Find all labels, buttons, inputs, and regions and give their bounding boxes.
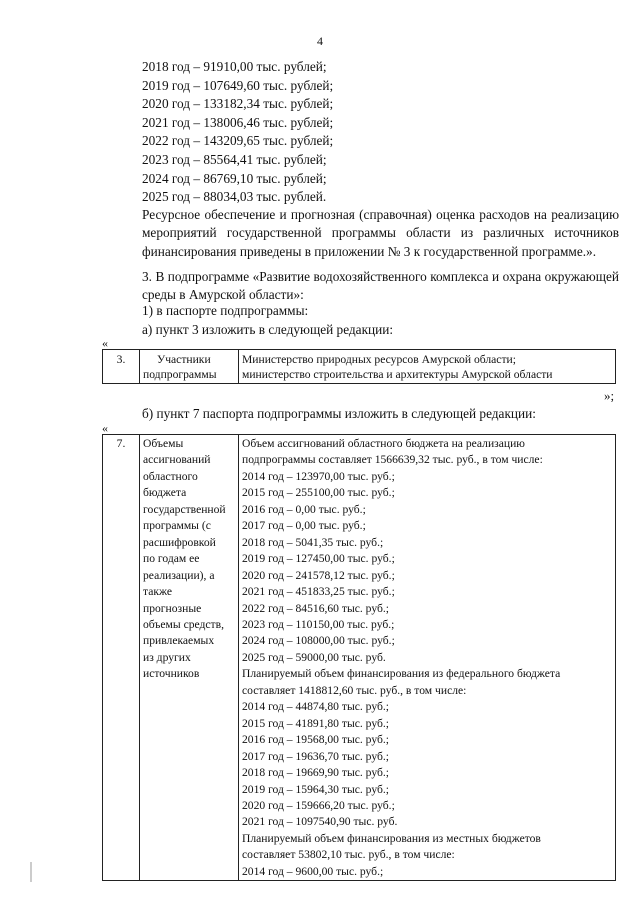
quote-open-2: « bbox=[102, 421, 108, 435]
year-line: 2020 год – 133182,34 тыс. рублей; bbox=[142, 96, 334, 112]
paragraph-resources: Ресурсное обеспечение и прогнозная (справочная) оценка расходов на реализацию мероприятий государственной программы области из различных источников финансирования приведены в приложении № 3 к государственной программе.». bbox=[142, 207, 619, 259]
year-line: 2018 год – 91910,00 тыс. рублей; bbox=[142, 59, 327, 74]
year-line: 2023 год – 85564,41 тыс. рублей; bbox=[142, 151, 327, 167]
row-content: Объем ассигнований областного бюджета на реализацию подпрограммы составляет 1566639,32 тыс. руб., в том числе: 2014 год – 123970,00 тыс. руб.; 2015 год – 255100,00 тыс. руб.; 2016 год – 0,00 тыс. руб.; 2017 год – 0,00 тыс. руб.; 2018 год – 5041,35 тыс. руб.; 2019 год – 127450,00 тыс. руб.; 2020 год – 241578,12 тыс. руб.; 2021 год – 451833,25 тыс. руб.; 2022 год – 84516,60 тыс. руб.; 2023 год – 110150,00 тыс. руб.; 2024 год – 108000,00 тыс. руб.; 2025 год – 59000,00 тыс. руб. Планируемый объем финансирования из федерального бюджета составляет 1418812,60 тыс. руб., в том числе: 2014 год – 44874,80 тыс. руб.; 2015 год – 41891,80 тыс. руб.; 2016 год – 19568,00 тыс. руб.; 2017 год – 19636,70 тыс. руб.; 2018 год – 19669,90 тыс. руб.; 2019 год – 15964,30 тыс. руб.; 2020 год – 159666,20 тыс. руб.; 2021 год – 1097540,90 тыс. руб. Планируемый объем финансирования из местных бюджетов составляет 53802,10 тыс. руб., в том числе: 2014 год – 9600,00 тыс. руб.; bbox=[239, 435, 616, 881]
row-number: 3. bbox=[103, 350, 140, 384]
table-row bbox=[103, 350, 616, 384]
scan-artifact bbox=[30, 862, 32, 882]
quote-open-1: « bbox=[102, 336, 108, 350]
table-participants bbox=[102, 349, 616, 384]
page-number: 4 bbox=[317, 34, 323, 48]
quote-close: »; bbox=[604, 388, 615, 403]
row-label: Участники подпрограммы bbox=[140, 350, 239, 384]
line-passport: 1) в паспорте подпрограммы: bbox=[142, 303, 309, 318]
year-line: 2022 год – 143209,65 тыс. рублей; bbox=[142, 133, 334, 149]
line-a: а) пункт 3 изложить в следующей редакции: bbox=[142, 322, 394, 337]
year-line: 2025 год – 88034,03 тыс. рублей. bbox=[142, 189, 327, 205]
row-label: Объемы ассигнований областного бюджета государственной программы (с расшифровкой по годам ее реализации), а также прогнозные объемы средств, привлекаемых из других источников bbox=[140, 435, 239, 881]
row-number: 7. bbox=[103, 435, 140, 881]
paragraph-item3: 3. В подпрограмме «Развитие водохозяйственного комплекса и охрана окружающей среды в Амурской области»: bbox=[142, 269, 619, 303]
year-line: 2024 год – 86769,10 тыс. рублей; bbox=[142, 170, 327, 186]
row-content: Министерство природных ресурсов Амурской области; министерство строительства и архитектуры Амурской области bbox=[239, 350, 616, 384]
year-line: 2021 год – 138006,46 тыс. рублей; bbox=[142, 114, 334, 130]
table-row bbox=[103, 435, 616, 881]
table-funding bbox=[102, 434, 616, 881]
year-funding-list bbox=[142, 58, 333, 207]
line-b: б) пункт 7 паспорта подпрограммы изложить в следующей редакции: bbox=[142, 406, 536, 421]
year-line: 2019 год – 107649,60 тыс. рублей; bbox=[142, 77, 334, 93]
